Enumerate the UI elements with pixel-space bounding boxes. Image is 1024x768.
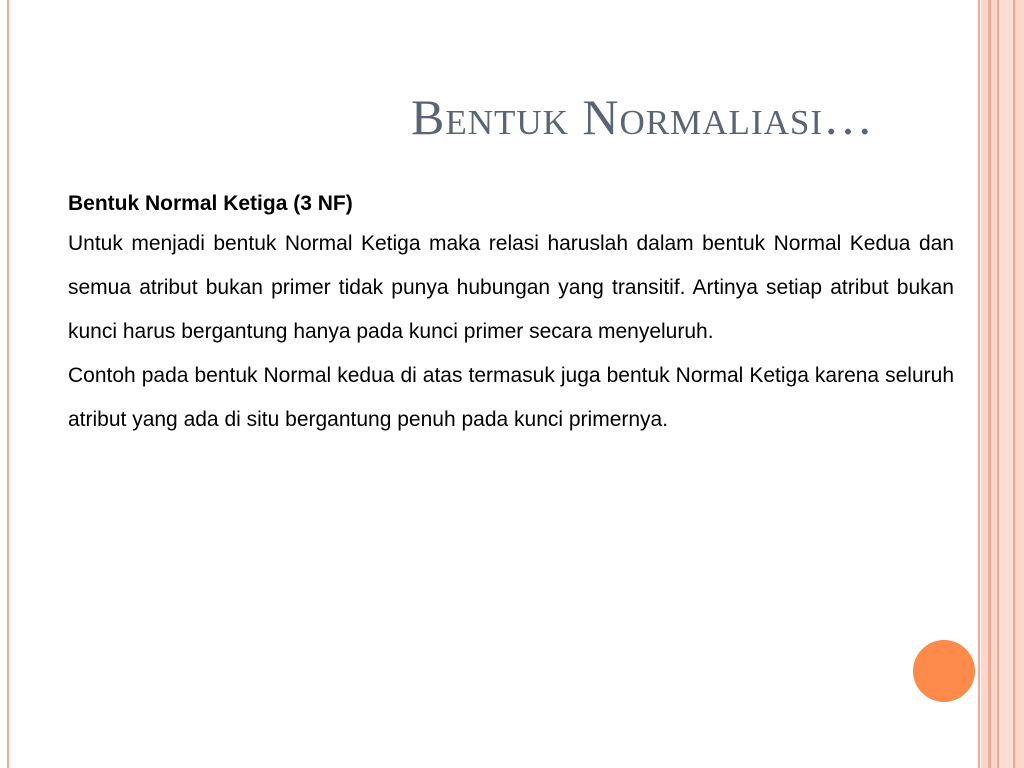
right-border-stripe bbox=[981, 0, 988, 768]
body-paragraph-definition: Untuk menjadi bentuk Normal Ketiga maka relasi haruslah dalam bentuk Normal Kedua dan semua atribut bukan primer tidak punya hubungan yang transitif. Artinya setiap atribut bukan kunci harus bergantung hanya pada kunci primer secara menyeluruh. bbox=[68, 232, 954, 343]
slide-body bbox=[68, 188, 954, 442]
section-heading: Bentuk Normal Ketiga (3 NF) bbox=[68, 192, 353, 215]
right-border-stripe bbox=[1015, 0, 1024, 768]
right-border-stripe bbox=[978, 0, 980, 768]
orange-circle-icon bbox=[913, 640, 975, 702]
left-border-line bbox=[7, 0, 9, 768]
body-paragraph-example: Contoh pada bentuk Normal kedua di atas termasuk juga bentuk Normal Ketiga karena seluruh atribut yang ada di situ bergantung penuh pada kunci primernya. bbox=[68, 364, 954, 431]
right-border-stripe bbox=[999, 0, 1013, 768]
slide-title: Bentuk Normaliasi… bbox=[411, 89, 874, 145]
